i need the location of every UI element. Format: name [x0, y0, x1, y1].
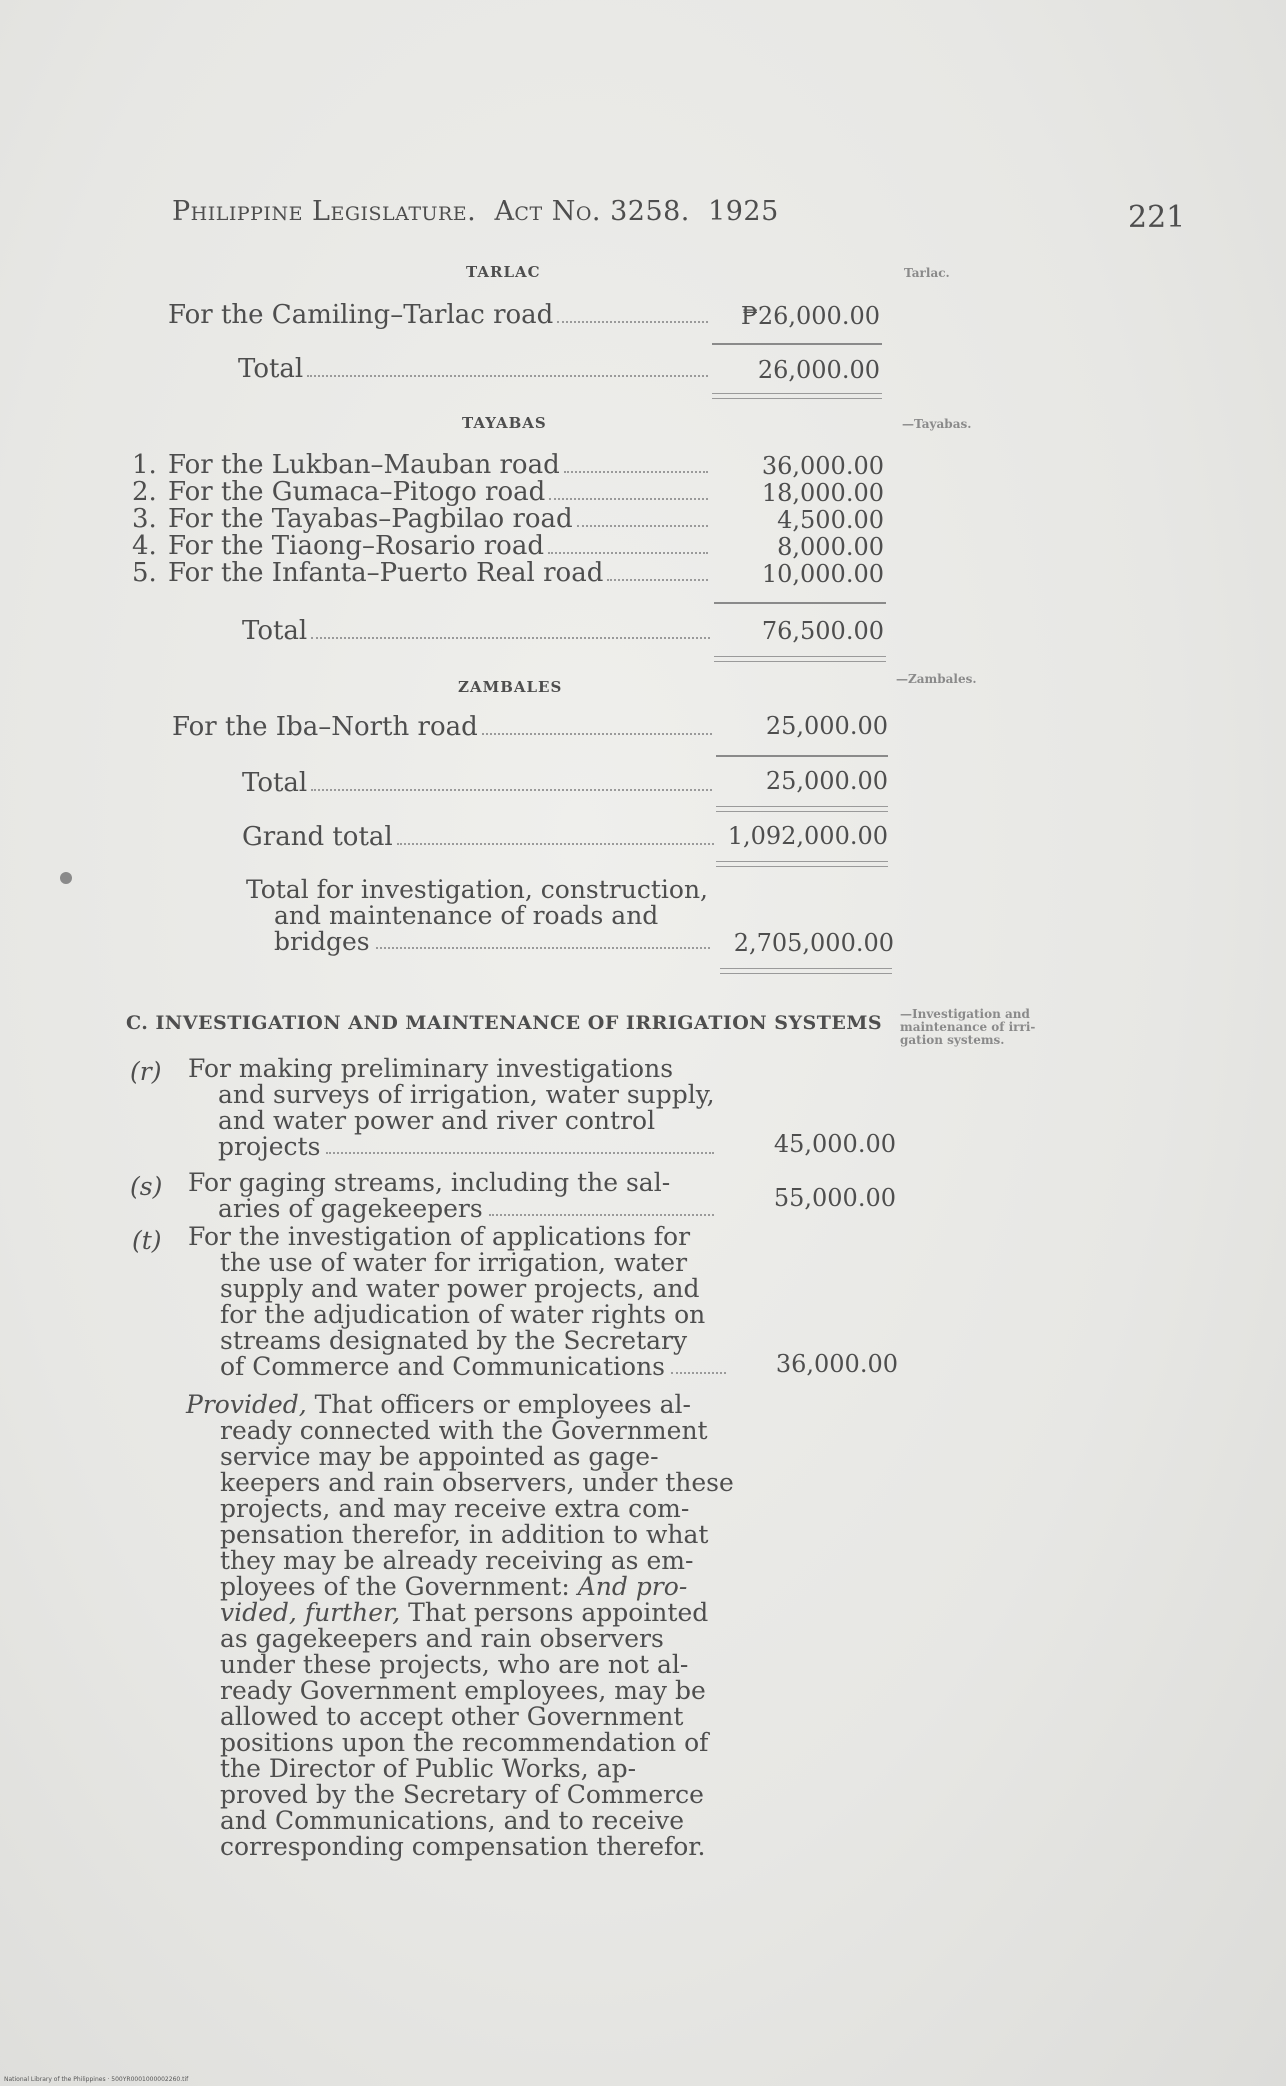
leader-dots: [311, 789, 712, 791]
line-item-label: For the Lukban–Mauban road: [168, 450, 560, 480]
text-line: For gaging streams, including the sal-: [188, 1168, 671, 1197]
text-line: [186, 1392, 746, 1418]
text-line: and Communications, and to receive: [220, 1806, 685, 1835]
total-amount: 25,000.00: [765, 767, 888, 795]
item-mark-s: (s): [130, 1172, 163, 1201]
year: 1925: [708, 196, 779, 227]
grand-total-label: Grand total: [242, 822, 393, 852]
line-item: [132, 558, 712, 588]
amount-s: 55,000.00: [773, 1184, 896, 1212]
sum-rule: [716, 755, 888, 757]
text-line-part: That persons appointed: [408, 1598, 709, 1627]
leader-dots: [564, 471, 708, 473]
line-item-label: For the Iba–North road: [172, 712, 478, 742]
double-rule: [714, 656, 886, 662]
text-line: service may be appointed as gage-: [220, 1442, 659, 1471]
line-item: [132, 477, 712, 507]
grand-total-amount: 1,092,000.00: [727, 822, 888, 850]
line-item-amount: ₱26,000.00: [740, 302, 880, 330]
leader-dots: [607, 579, 708, 581]
line-item: [132, 531, 712, 561]
line-item-label: For the Infanta–Puerto Real road: [168, 558, 604, 588]
text-line: For the investigation of applications for: [188, 1222, 691, 1251]
text-line: under these projects, who are not al-: [220, 1650, 689, 1679]
line-item-label: For the Gumaca–Pitogo road: [168, 477, 546, 507]
total-row: [242, 768, 716, 798]
text-line-part: projects: [218, 1132, 321, 1161]
provided-italic: Provided,: [186, 1390, 307, 1419]
leader-dots: [307, 375, 708, 377]
total-amount: 26,000.00: [757, 356, 880, 384]
line-item-amount: 4,500.00: [777, 506, 884, 534]
paragraph-s: [188, 1170, 728, 1222]
leader-dots: [548, 552, 708, 554]
act-number: Act No. 3258.: [494, 196, 690, 227]
leader-dots: [311, 637, 710, 639]
double-rule: [716, 806, 888, 812]
leader-dots: [489, 1196, 714, 1216]
margin-note-tarlac: Tarlac.: [904, 266, 950, 280]
line-item: [168, 300, 712, 330]
grand-total-row: [242, 822, 718, 852]
text-line: ready connected with the Government: [220, 1416, 708, 1445]
text-line: For making preliminary investigations: [188, 1054, 674, 1083]
line-item-label: For the Camiling–Tarlac road: [168, 300, 554, 330]
item-mark-r: (r): [130, 1057, 162, 1086]
text-line: and surveys of irrigation, water supply,: [218, 1080, 715, 1109]
line-item: [172, 712, 716, 742]
text-line: [188, 1134, 718, 1160]
line-item-amount: 18,000.00: [761, 479, 884, 507]
item-number: 1.: [132, 450, 157, 480]
text-line-part: ployees of the Government:: [220, 1572, 570, 1601]
paragraph-r: [188, 1056, 728, 1160]
margin-punch-mark: [60, 872, 72, 884]
proviso-paragraph: [186, 1392, 746, 1860]
line-item-amount: 8,000.00: [777, 533, 884, 561]
text-line: keepers and rain observers, under these: [220, 1468, 734, 1497]
leader-dots: [376, 929, 710, 949]
margin-note-zambales: —Zambales.: [896, 672, 977, 686]
text-line: [186, 1600, 746, 1626]
double-rule: [716, 861, 888, 867]
text-line: for the adjudication of water rights on: [220, 1300, 706, 1329]
text-line: corresponding compensation therefor.: [220, 1832, 706, 1861]
line-item-amount: 36,000.00: [761, 452, 884, 480]
line-item-amount: 25,000.00: [765, 712, 888, 740]
amount-t: 36,000.00: [775, 1350, 898, 1378]
total-row: [238, 354, 712, 384]
leader-dots: [557, 321, 708, 323]
leader-dots: [326, 1134, 714, 1154]
text-line: the Director of Public Works, ap-: [220, 1754, 637, 1783]
total-amount: 76,500.00: [761, 617, 884, 645]
margin-note-irrigation: [900, 1008, 1100, 1047]
scan-footer: National Library of the Philippines · 500YR0001000002260.tif: [4, 2076, 189, 2083]
section-heading-zambales: ZAMBALES: [458, 678, 563, 696]
line-item-amount: 10,000.00: [761, 560, 884, 588]
line-item-label: For the Tiaong–Rosario road: [168, 531, 544, 561]
line-item: [132, 504, 712, 534]
item-number: 4.: [132, 531, 157, 561]
line-item: [132, 450, 712, 480]
leader-dots: [482, 733, 712, 735]
text-line: projects, and may receive extra com-: [220, 1494, 690, 1523]
text-line: as gagekeepers and rain observers: [220, 1624, 664, 1653]
sum-rule: [712, 343, 882, 345]
text-line: [188, 1354, 730, 1380]
text-line: supply and water power projects, and: [220, 1274, 700, 1303]
section-heading-tayabas: TAYABAS: [462, 414, 547, 432]
text-line: [188, 1196, 718, 1222]
double-rule: [720, 968, 892, 974]
text-line: [246, 929, 714, 955]
text-line: ready Government employees, may be: [220, 1676, 706, 1705]
leader-dots: [549, 498, 708, 500]
paragraph-t: [188, 1224, 738, 1380]
margin-note-tayabas: —Tayabas.: [902, 417, 972, 431]
roads-total-text: [246, 877, 726, 955]
text-line-italic: And pro-: [577, 1572, 688, 1601]
item-number: 2.: [132, 477, 157, 507]
item-number: 5.: [132, 558, 157, 588]
text-line: allowed to accept other Government: [220, 1702, 684, 1731]
margin-note-line: —Investigation and: [900, 1007, 1030, 1021]
total-label: Total: [242, 768, 308, 798]
text-line-italic: vided, further,: [220, 1598, 401, 1627]
sum-rule: [714, 602, 886, 604]
roads-total-amount: 2,705,000.00: [733, 929, 894, 957]
running-header: [172, 196, 779, 227]
text-line: and water power and river control: [218, 1106, 656, 1135]
amount-r: 45,000.00: [773, 1130, 896, 1158]
margin-note-line: gation systems.: [900, 1033, 1005, 1047]
section-heading-tarlac: TARLAC: [466, 263, 541, 281]
page-number: 221: [1128, 200, 1186, 235]
text-line-part: of Commerce and Communications: [220, 1352, 666, 1381]
text-line: they may be already receiving as em-: [220, 1546, 694, 1575]
text-line: and maintenance of roads and: [274, 901, 659, 930]
total-row: [242, 616, 714, 646]
margin-note-line: maintenance of irri-: [900, 1020, 1036, 1034]
leader-dots: [577, 525, 708, 527]
leader-dots: [397, 843, 714, 845]
text-line-part: bridges: [274, 927, 370, 956]
text-line: streams designated by the Secretary: [220, 1326, 688, 1355]
line-item-label: For the Tayabas–Pagbilao road: [168, 504, 573, 534]
double-rule: [712, 393, 882, 399]
total-label: Total: [238, 354, 304, 384]
total-label: Total: [242, 616, 308, 646]
item-mark-t: (t): [132, 1226, 162, 1255]
text-line: [186, 1574, 746, 1600]
text-line: pensation therefor, in addition to what: [220, 1520, 709, 1549]
running-title: Philippine Legislature.: [172, 196, 477, 227]
text-line: the use of water for irrigation, water: [220, 1248, 688, 1277]
text-line-part: That officers or employees al-: [314, 1390, 691, 1419]
text-line-part: aries of gagekeepers: [218, 1194, 483, 1223]
item-number: 3.: [132, 504, 157, 534]
text-line: positions upon the recommendation of: [220, 1728, 709, 1757]
text-line: proved by the Secretary of Commerce: [220, 1780, 704, 1809]
section-heading-c: C. INVESTIGATION AND MAINTENANCE OF IRRIGATION SYSTEMS: [126, 1012, 883, 1034]
text-line: Total for investigation, construction,: [246, 875, 708, 904]
